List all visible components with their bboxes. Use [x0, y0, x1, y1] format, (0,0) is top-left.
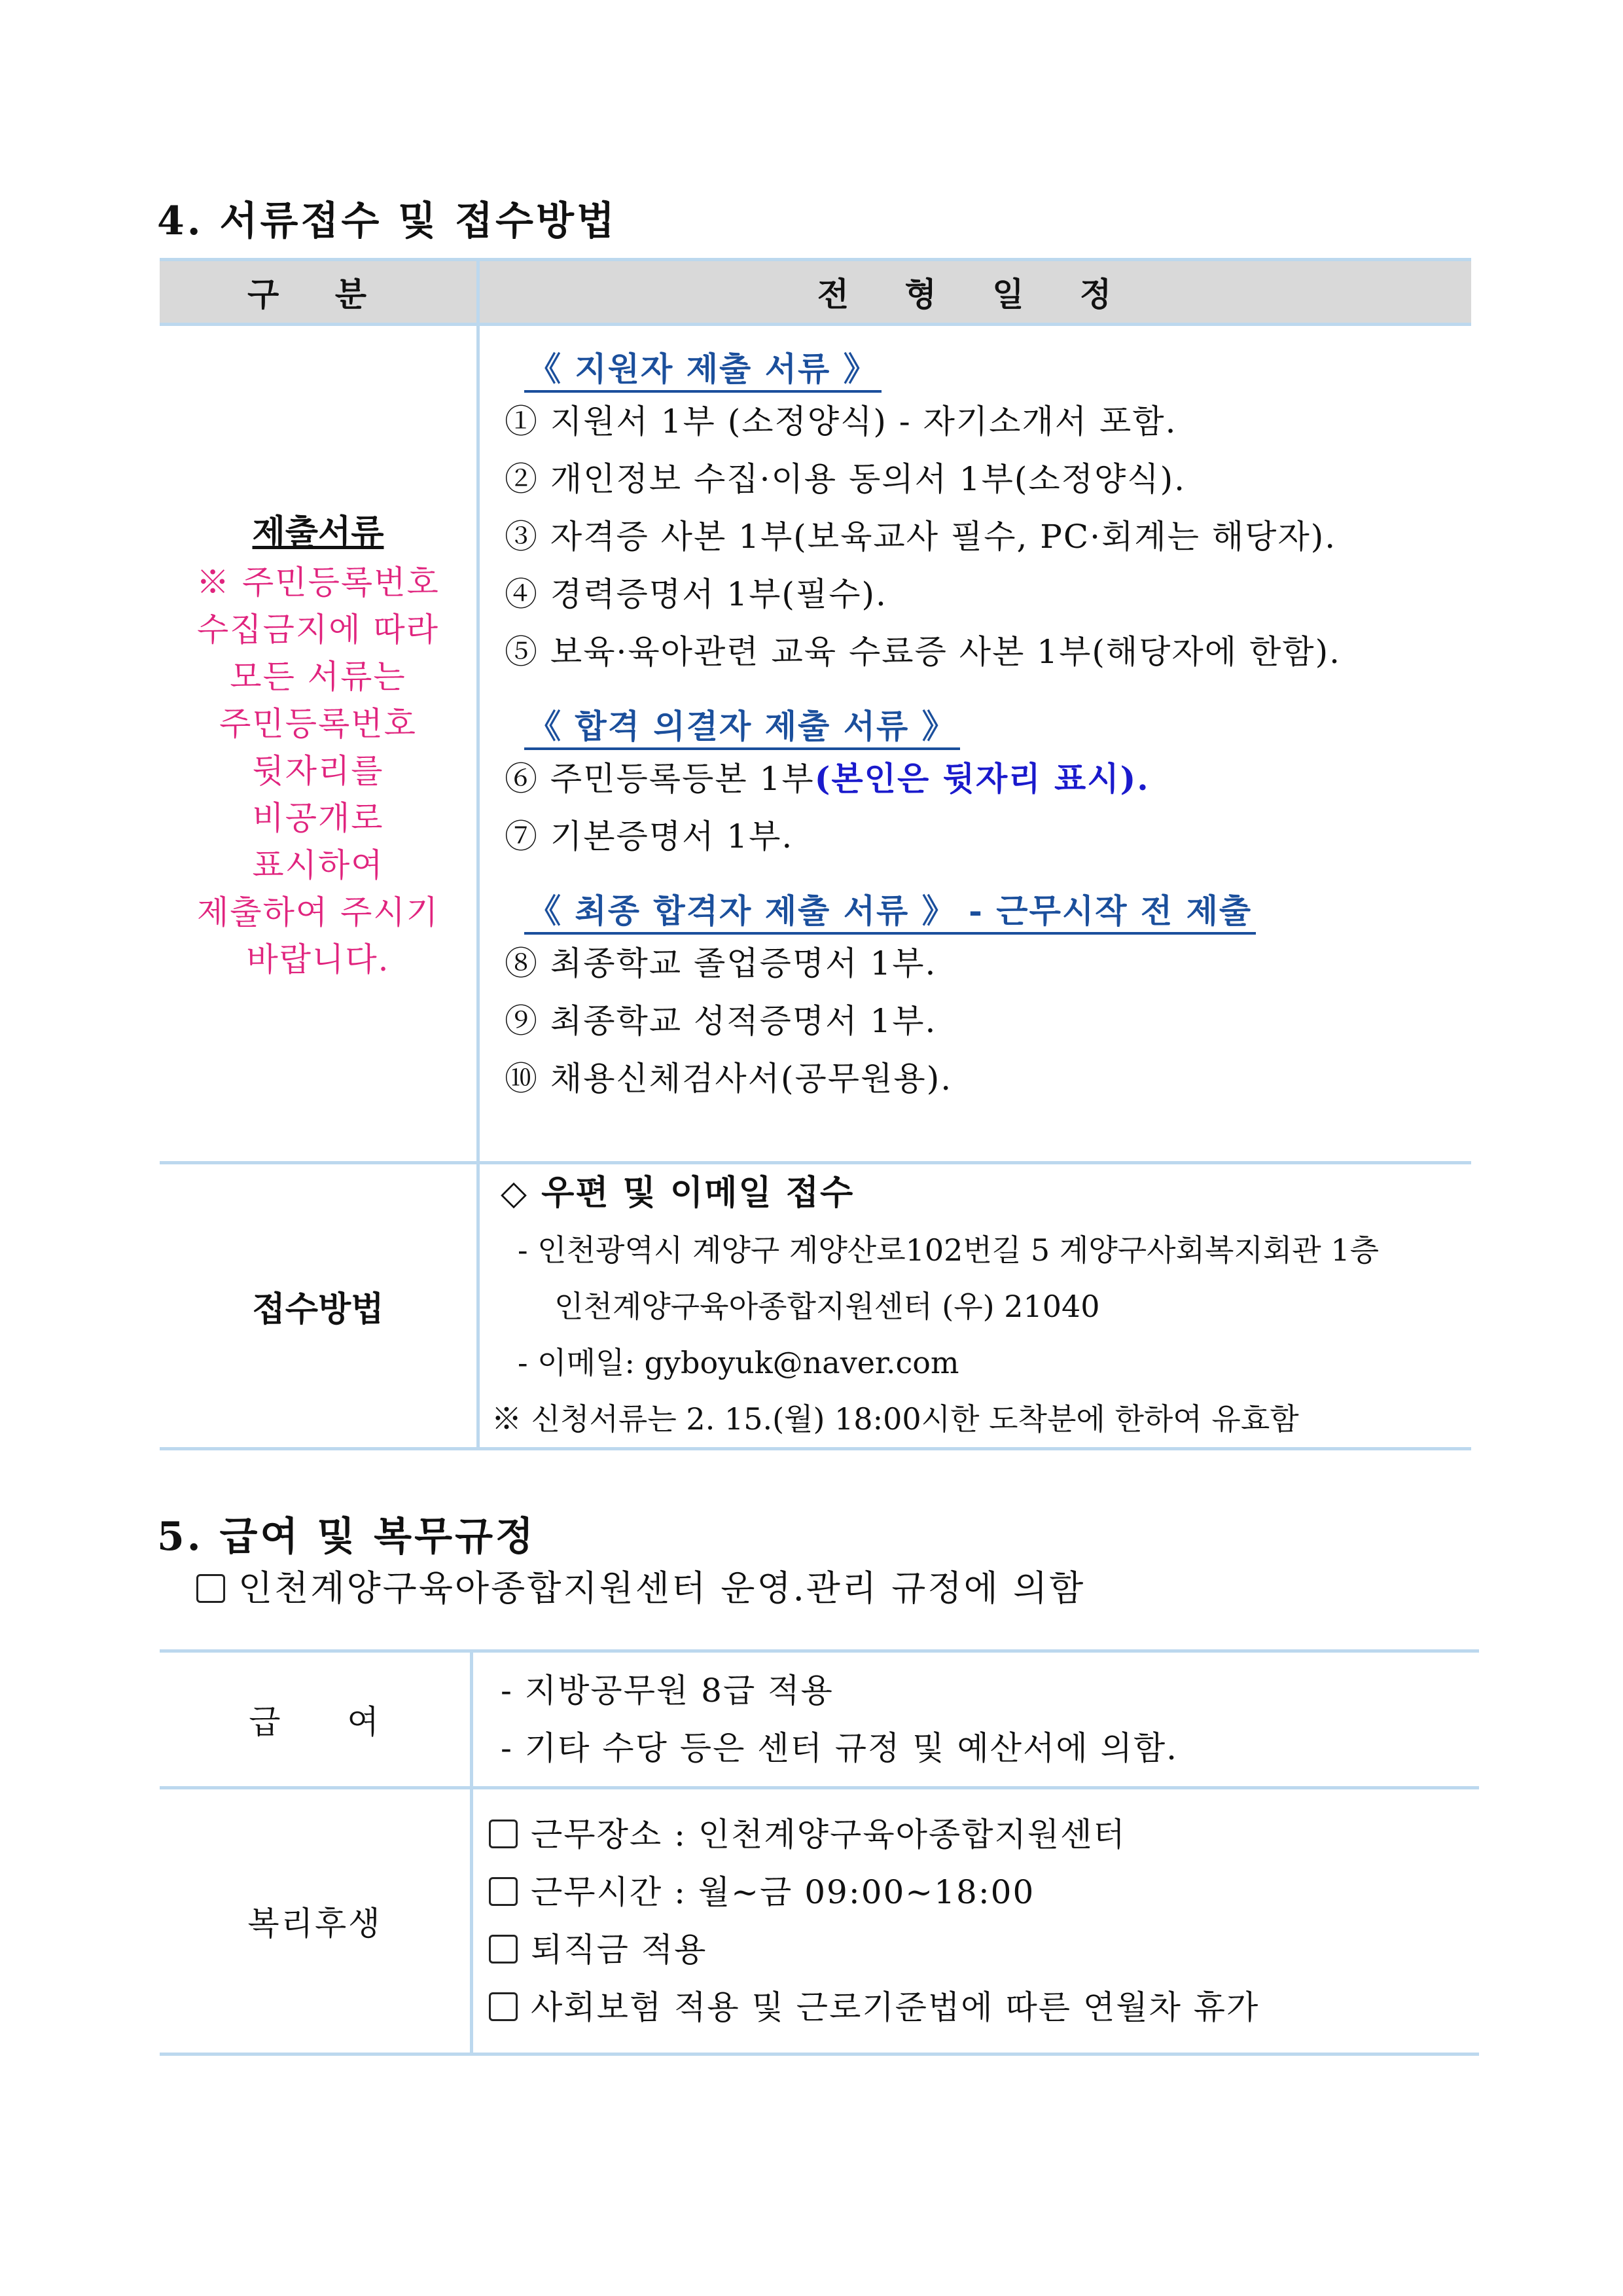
method-address-line2: 인천계양구육아종합지원센터 (우) 21040	[554, 1289, 1100, 1324]
doc-item: ⑩ 채용신체검사서(공무원용).	[505, 1060, 953, 1098]
checkbox-icon	[489, 1877, 518, 1906]
docs-note-line: 모든 서류는	[230, 657, 406, 696]
section5-intro	[196, 1560, 1085, 1611]
method-heading: ◇ 우편 및 이메일 접수	[501, 1173, 855, 1213]
section4-title: 4. 서류접수 및 접수방법	[157, 198, 617, 244]
method-label: 접수방법	[160, 1163, 478, 1449]
pass-heading: 《 합격 의결자 제출 서류 》	[524, 700, 960, 750]
salary-item: - 지방공무원 8급 적용	[501, 1672, 834, 1710]
method-deadline: ※ 신청서류는 2. 15.(월) 18:00시한 도착분에 한하여 유효함	[491, 1401, 1299, 1437]
doc-item: ② 개인정보 수집·이용 동의서 1부(소정양식).	[505, 460, 1186, 498]
docs-note-line: 표시하여	[252, 846, 384, 884]
method-email: - 이메일: gyboyuk@naver.com	[518, 1345, 959, 1380]
salary-item: - 기타 수당 등은 센터 규정 및 예산서에 의함.	[501, 1729, 1179, 1767]
doc-item: ③ 자격증 사본 1부(보육교사 필수, PC·회계는 해당자).	[505, 518, 1337, 556]
checkbox-icon	[489, 1820, 518, 1848]
welfare-item-text: 퇴직금 적용	[531, 1931, 707, 1969]
welfare-item-text: 근무시간 : 월~금 09:00~18:00	[531, 1873, 1035, 1911]
welfare-label: 복리후생	[160, 1788, 472, 2054]
method-content-cell	[478, 1163, 1472, 1449]
application-table	[160, 258, 1471, 1450]
docs-note-line: 비공개로	[252, 798, 384, 837]
doc-item	[505, 750, 1471, 808]
doc-item: ⑧ 최종학교 졸업증명서 1부.	[505, 944, 937, 982]
final-heading: 《 최종 합격자 제출 서류 》 - 근무시작 전 제출	[524, 885, 1256, 935]
welfare-item-text: 사회보험 적용 및 근로기준법에 따른 연월차 휴가	[531, 1988, 1260, 2026]
docs-label-cell	[160, 325, 478, 1163]
welfare-item	[489, 1806, 1479, 1863]
salary-table	[160, 1649, 1479, 2056]
welfare-content-cell	[472, 1788, 1480, 2054]
section5-intro-text: 인천계양구육아종합지원센터 운영.관리 규정에 의함	[238, 1568, 1086, 1609]
checkbox-icon	[196, 1574, 225, 1603]
checkbox-icon	[489, 1935, 518, 1964]
doc-item: ⑤ 보육·육아관련 교육 수료증 사본 1부(해당자에 한함).	[505, 633, 1341, 671]
welfare-item	[489, 1979, 1479, 2036]
welfare-item-text: 근무장소 : 인천계양구육아종합지원센터	[531, 1816, 1126, 1854]
docs-note-line: 주민등록번호	[219, 704, 417, 743]
doc-item: ④ 경력증명서 1부(필수).	[505, 575, 887, 613]
welfare-item	[489, 1863, 1479, 1921]
welfare-item	[489, 1921, 1479, 1979]
doc-item: ① 지원서 1부 (소정양식) - 자기소개서 포함.	[505, 403, 1177, 440]
docs-note	[160, 559, 476, 983]
doc-item: ⑦ 기본증명서 1부.	[505, 817, 794, 855]
docs-note-line: ※ 주민등록번호	[196, 563, 440, 601]
salary-content-cell	[472, 1651, 1480, 1788]
doc-item-emphasis: (본인은 뒷자리 표시).	[814, 759, 1150, 798]
col-schedule-header: 전 형 일 정	[478, 260, 1472, 325]
docs-note-line: 뒷자리를	[252, 751, 384, 790]
docs-note-line: 수집금지에 따라	[197, 610, 439, 649]
doc-item-text: ⑥ 주민등록등본 1부	[505, 760, 815, 798]
applicant-heading: 《 지원자 제출 서류 》	[524, 343, 882, 393]
doc-item: ⑨ 최종학교 성적증명서 1부.	[505, 1002, 937, 1040]
salary-label: 급 여	[160, 1651, 472, 1788]
section5-title: 5. 급여 및 복무규정	[157, 1514, 537, 1560]
col-category-header: 구 분	[160, 260, 478, 325]
docs-content-cell	[478, 325, 1472, 1163]
method-address-line1: - 인천광역시 계양구 계양산로102번길 5 계양구사회복지회관 1층	[518, 1232, 1380, 1268]
docs-label: 제출서류	[252, 512, 384, 552]
checkbox-icon	[489, 1992, 518, 2021]
docs-note-line: 제출하여 주시기	[197, 893, 439, 931]
docs-note-line: 바랍니다.	[246, 940, 390, 978]
